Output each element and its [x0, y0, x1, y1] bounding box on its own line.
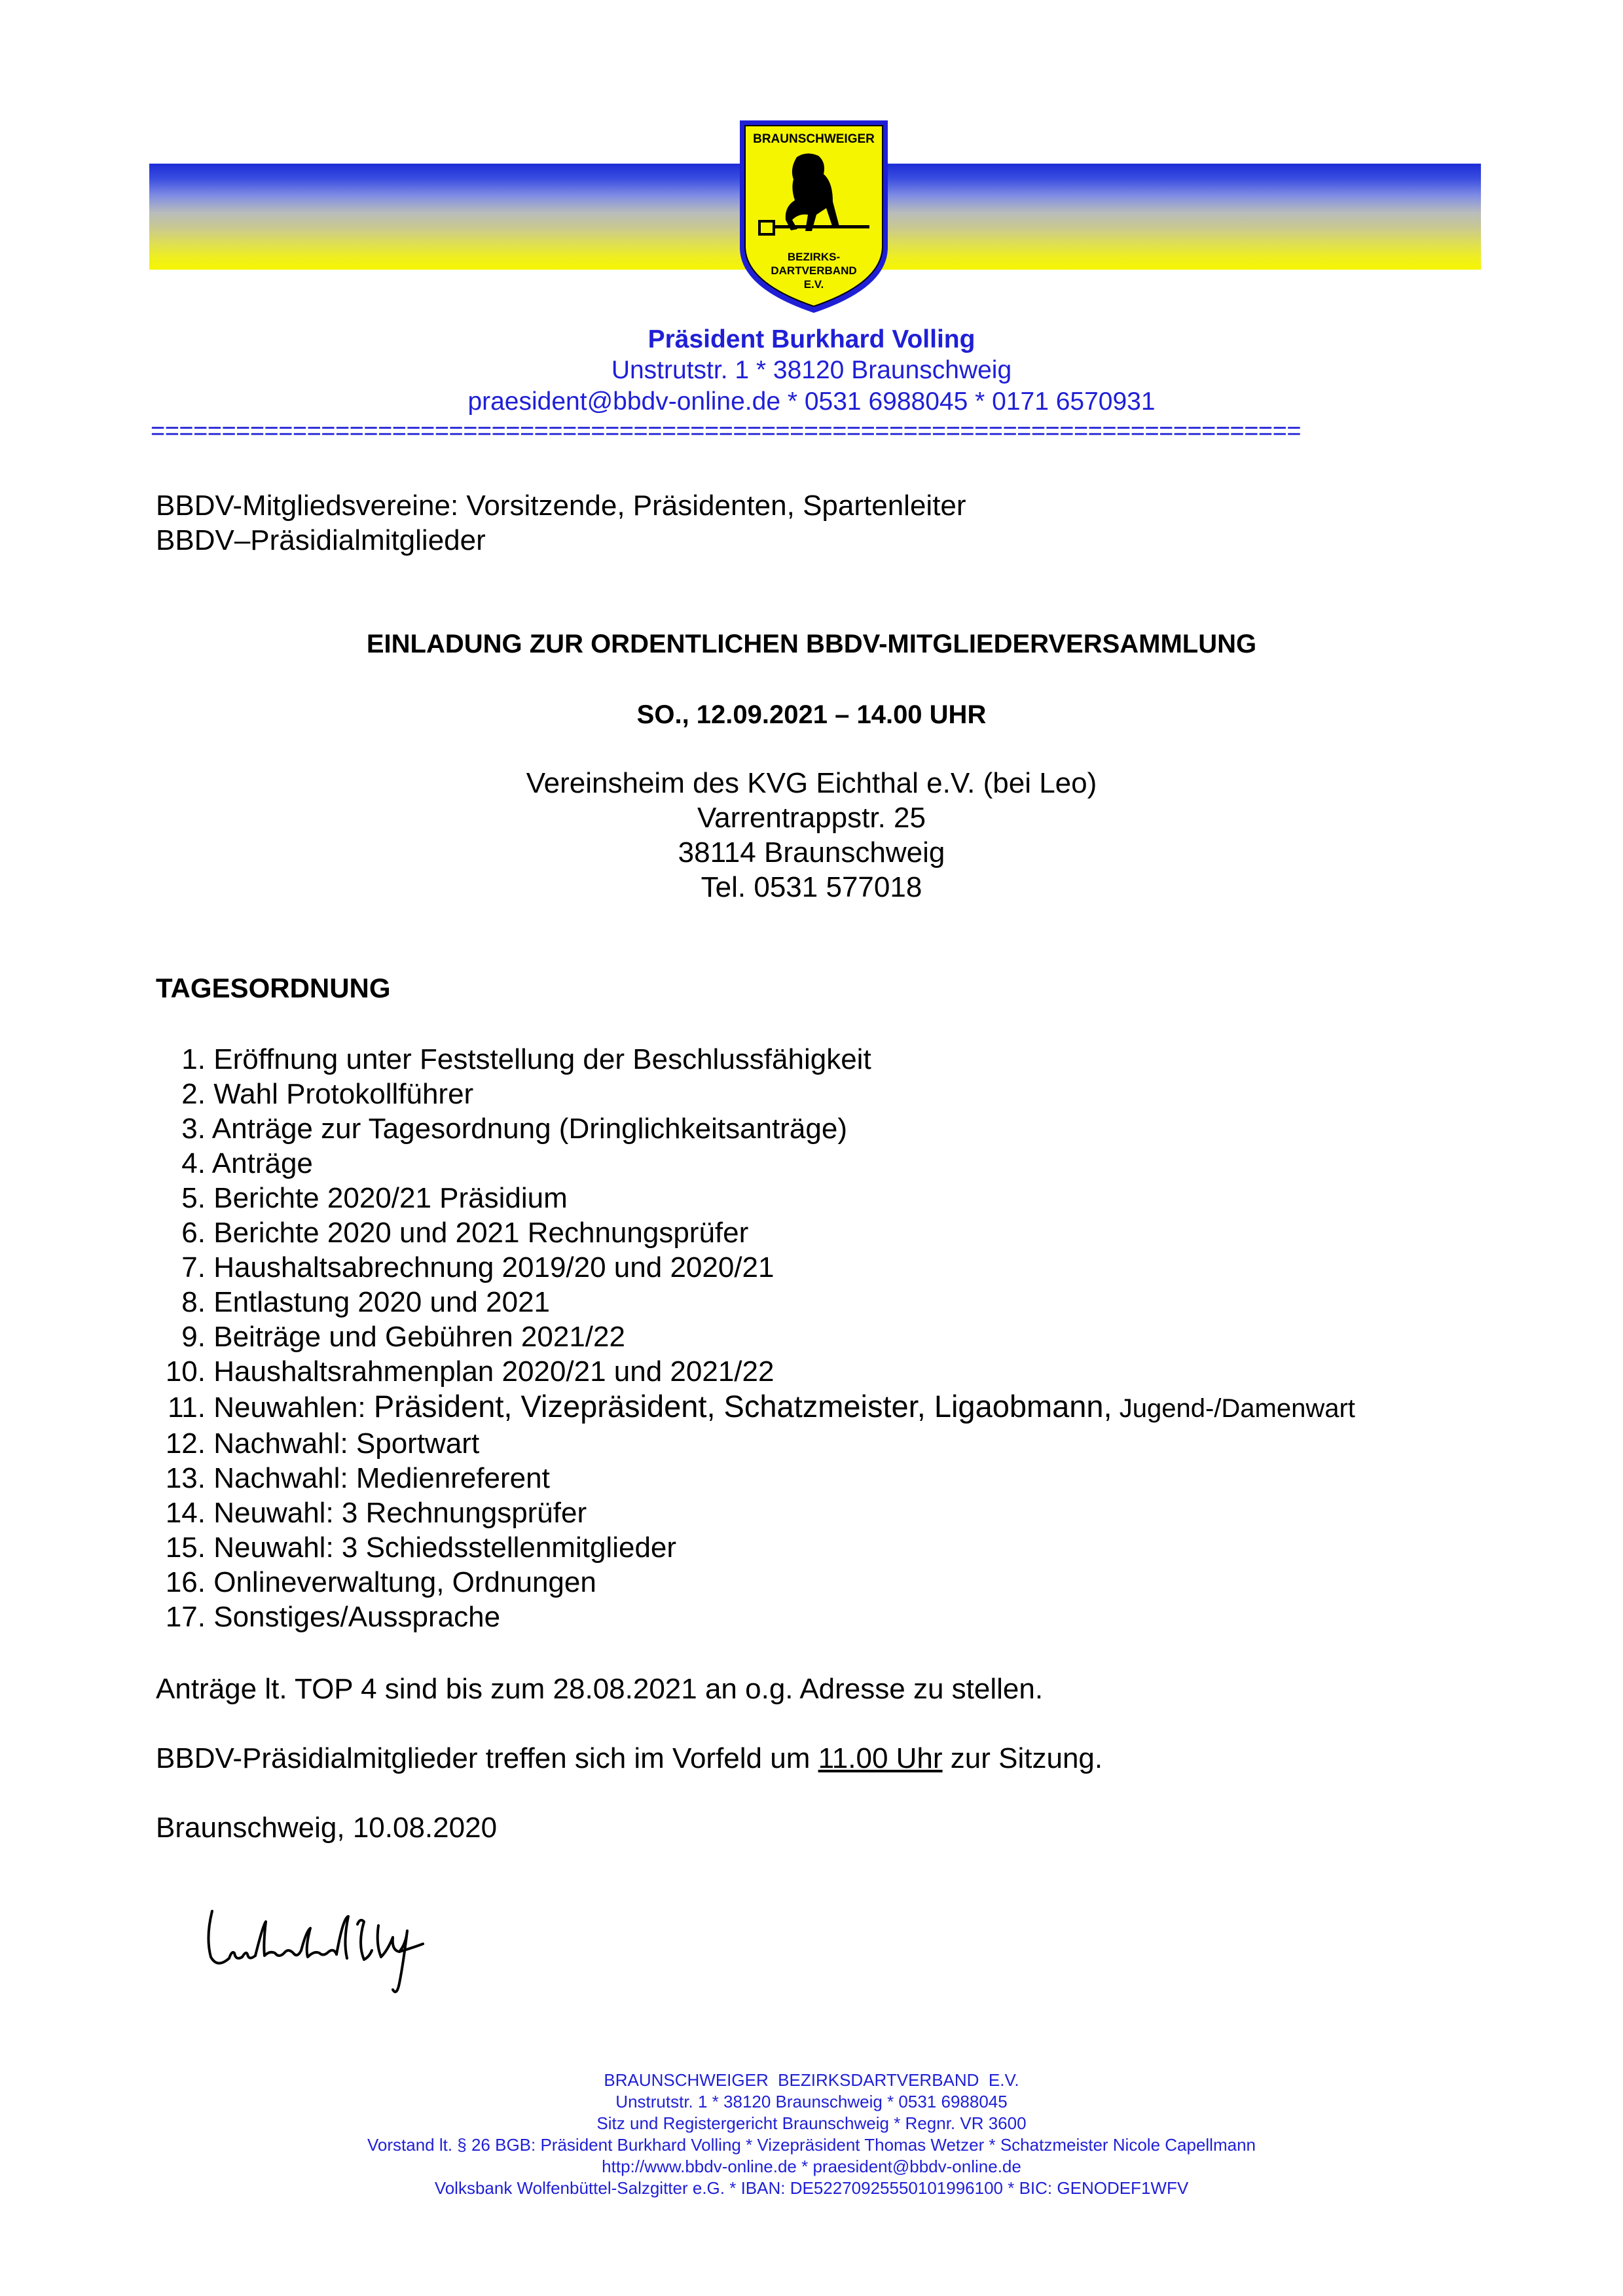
agenda-item: 9. Beiträge und Gebühren 2021/22 — [181, 1321, 625, 1353]
footer — [0, 2070, 1623, 2199]
header-rule: ================================================================================= — [151, 418, 1302, 445]
agenda-item: 12. Nachwahl: Sportwart — [165, 1427, 480, 1460]
agenda-item: 15. Neuwahl: 3 Schiedsstellenmitglieder — [165, 1532, 677, 1564]
agenda-item: 6. Berichte 2020 und 2021 Rechnungsprüfer — [181, 1217, 749, 1249]
invitation-date-time: SO., 12.09.2021 – 14.00 UHR — [636, 700, 987, 729]
footer-line: Unstrutstr. 1 * 38120 Braunschweig * 0531 6988045 — [615, 2092, 1008, 2111]
president-address: Unstrutstr. 1 * 38120 Braunschweig — [611, 356, 1012, 384]
agenda-item: 5. Berichte 2020/21 Präsidium — [181, 1182, 568, 1214]
footer-line: http://www.bbdv-online.de * praesident@bbdv-online.de — [602, 2157, 1021, 2176]
place-date: Braunschweig, 10.08.2020 — [156, 1812, 498, 1844]
venue-line: 38114 Braunschweig — [678, 836, 945, 869]
antraege-note: Anträge lt. TOP 4 sind bis zum 28.08.2021 an o.g. Adresse zu stellen. — [156, 1673, 1044, 1705]
invitation-title: EINLADUNG ZUR ORDENTLICHEN BBDV-MITGLIEDERVERSAMMLUNG — [366, 630, 1257, 658]
recipient-line: BBDV-Mitgliedsvereine: Vorsitzende, Präsidenten, Spartenleiter — [156, 490, 966, 522]
agenda-item: 3. Anträge zur Tagesordnung (Dringlichkeitsanträge) — [181, 1113, 847, 1145]
venue-line: Tel. 0531 577018 — [701, 871, 922, 903]
logo-top-text: BRAUNSCHWEIGER — [753, 132, 875, 146]
footer-line: Sitz und Registergericht Braunschweig * Regnr. VR 3600 — [596, 2113, 1027, 2133]
logo-bottom-text-3: E.V. — [803, 278, 824, 291]
agenda-item: 17. Sonstiges/Aussprache — [165, 1601, 501, 1633]
logo-bottom-text-2: DARTVERBAND — [771, 264, 857, 277]
recipients — [156, 488, 966, 558]
venue-line: Vereinsheim des KVG Eichthal e.V. (bei Leo) — [526, 767, 1097, 799]
agenda-item: 14. Neuwahl: 3 Rechnungsprüfer — [165, 1497, 587, 1529]
venue-block — [0, 766, 1623, 905]
meeting-note: BBDV-Präsidialmitglieder treffen sich im Vorfeld um 11.00 Uhr zur Sitzung. — [156, 1742, 1103, 1774]
bbdv-logo — [735, 117, 893, 317]
agenda-list — [156, 1042, 1355, 1634]
logo-bottom-text-1: BEZIRKS- — [787, 251, 841, 263]
agenda-item: 7. Haushaltsabrechnung 2019/20 und 2020/21 — [181, 1251, 775, 1283]
agenda-heading: TAGESORDNUNG — [156, 973, 391, 1003]
president-contact: praesident@bbdv-online.de * 0531 6988045 * 0171 6570931 — [467, 387, 1156, 416]
recipient-line: BBDV–Präsidialmitglieder — [156, 524, 486, 556]
footer-line: BRAUNSCHWEIGER BEZIRKSDARTVERBAND E.V. — [604, 2070, 1019, 2090]
handwritten-signature — [203, 1885, 491, 2003]
agenda-item: 1. Eröffnung unter Feststellung der Beschlussfähigkeit — [181, 1043, 871, 1075]
footer-line: Volksbank Wolfenbüttel-Salzgitter e.G. * IBAN: DE52270925550101996100 * BIC: GENODEF1WFV — [434, 2178, 1189, 2198]
footer-line: Vorstand lt. § 26 BGB: Präsident Burkhard Volling * Vizepräsident Thomas Wetzer * Schatzmeister Nicole Capellmann — [367, 2135, 1256, 2155]
agenda-item: 2. Wahl Protokollführer — [181, 1078, 474, 1110]
agenda-item: 13. Nachwahl: Medienreferent — [165, 1462, 550, 1494]
agenda-item: 16. Onlineverwaltung, Ordnungen — [165, 1566, 596, 1598]
agenda-item: 4. Anträge — [181, 1147, 313, 1179]
agenda-item: 11. Neuwahlen: Präsident, Vizepräsident, Schatzmeister, Ligaobmann, Jugend-/Damenwart — [168, 1389, 1355, 1424]
meeting-time: 11.00 Uhr — [818, 1742, 943, 1774]
agenda-item: 10. Haushaltsrahmenplan 2020/21 und 2021/22 — [165, 1355, 775, 1388]
president-name: Präsident Burkhard Volling — [647, 325, 976, 353]
agenda-item: 8. Entlastung 2020 und 2021 — [181, 1286, 551, 1318]
venue-line: Varrentrappstr. 25 — [697, 802, 926, 834]
